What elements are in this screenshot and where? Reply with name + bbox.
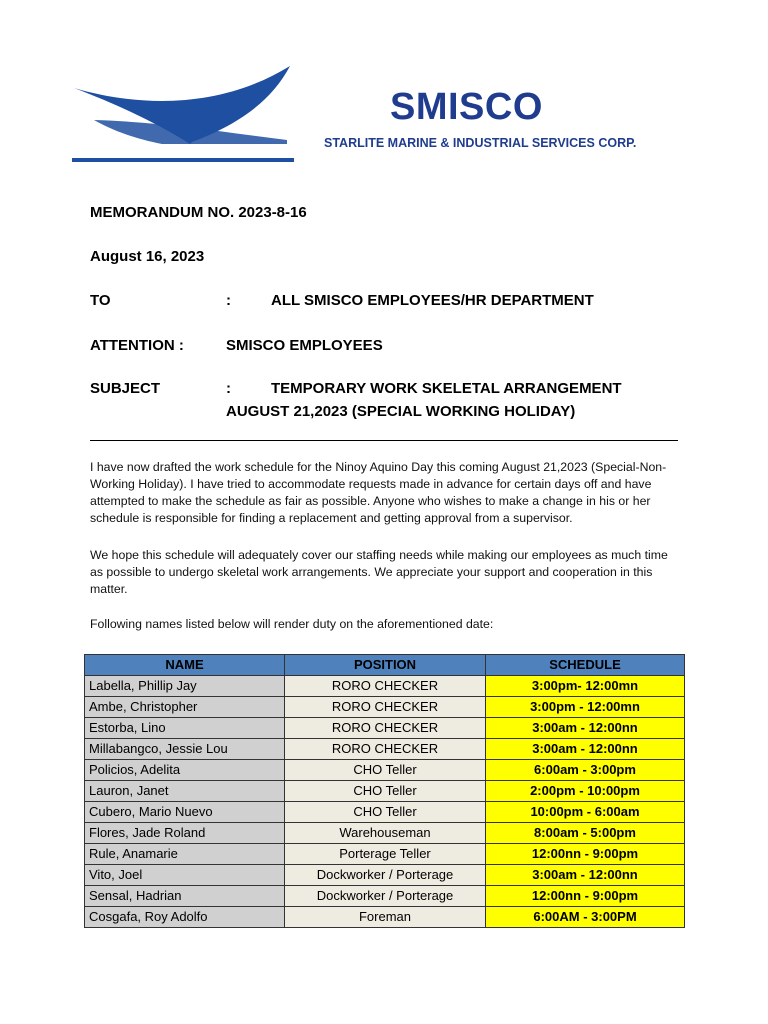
cell-position: RORO CHECKER [285,676,486,697]
table-row [85,760,685,781]
table-row [85,739,685,760]
table-row [85,697,685,718]
cell-name: Lauron, Janet [85,781,285,802]
cell-position: Foreman [285,907,486,928]
to-value: ALL SMISCO EMPLOYEES/HR DEPARTMENT [271,292,594,309]
divider [90,440,678,441]
header-position: POSITION [285,655,486,676]
table-row [85,676,685,697]
cell-position: Dockworker / Porterage [285,865,486,886]
company-short-name: SMISCO [390,86,543,128]
cell-name: Flores, Jade Roland [85,823,285,844]
table-row [85,823,685,844]
to-colon: : [226,292,231,309]
memo-date: August 16, 2023 [90,248,205,265]
cell-position: Porterage Teller [285,844,486,865]
attention-value: SMISCO EMPLOYEES [226,337,383,354]
table-row [85,802,685,823]
subject-colon: : [226,380,231,397]
cell-position: CHO Teller [285,760,486,781]
cell-name: Cubero, Mario Nuevo [85,802,285,823]
cell-schedule: 6:00AM - 3:00PM [486,907,685,928]
body-paragraph-1: I have now drafted the work schedule for the Ninoy Aquino Day this coming August 21,2023 (Special-Non-Working Holiday). I have tried to accommodate requests made in advance for certain days off and have attempted to make the schedule as fair as possible. Anyone who wishes to make a change in his or her schedule is responsible for finding a replacement and getting approval from a supervisor. [90,460,667,525]
cell-schedule: 3:00am - 12:00nn [486,739,685,760]
body-paragraph-2: We hope this schedule will adequately cover our staffing needs while making our employees as much time as possible to undergo skeletal work arrangements. We appreciate your support and cooperation in this matter. [90,548,668,596]
cell-name: Rule, Anamarie [85,844,285,865]
cell-schedule: 3:00am - 12:00nn [486,718,685,739]
table-row [85,907,685,928]
cell-name: Cosgafa, Roy Adolfo [85,907,285,928]
table-row [85,781,685,802]
cell-schedule: 8:00am - 5:00pm [486,823,685,844]
cell-name: Ambe, Christopher [85,697,285,718]
cell-name: Policios, Adelita [85,760,285,781]
cell-schedule: 3:00pm - 12:00mn [486,697,685,718]
company-logo-icon [72,60,297,162]
header-name: NAME [85,655,285,676]
subject-line-1: TEMPORARY WORK SKELETAL ARRANGEMENT [271,380,622,397]
cell-schedule: 12:00nn - 9:00pm [486,844,685,865]
cell-position: Warehouseman [285,823,486,844]
cell-name: Millabangco, Jessie Lou [85,739,285,760]
cell-name: Estorba, Lino [85,718,285,739]
cell-name: Vito, Joel [85,865,285,886]
cell-schedule: 10:00pm - 6:00am [486,802,685,823]
cell-schedule: 12:00nn - 9:00pm [486,886,685,907]
cell-position: CHO Teller [285,802,486,823]
cell-name: Labella, Phillip Jay [85,676,285,697]
letterhead [72,60,694,162]
header-schedule: SCHEDULE [486,655,685,676]
table-row [85,886,685,907]
table-row [85,844,685,865]
duty-schedule-table [84,654,685,928]
table-header-row [85,655,685,676]
cell-schedule: 6:00am - 3:00pm [486,760,685,781]
cell-schedule: 2:00pm - 10:00pm [486,781,685,802]
table-row [85,718,685,739]
memo-number: MEMORANDUM NO. 2023-8-16 [90,204,307,221]
cell-schedule: 3:00am - 12:00nn [486,865,685,886]
cell-position: RORO CHECKER [285,718,486,739]
cell-position: CHO Teller [285,781,486,802]
to-label: TO [90,292,111,309]
cell-position: RORO CHECKER [285,697,486,718]
cell-position: Dockworker / Porterage [285,886,486,907]
cell-schedule: 3:00pm- 12:00mn [486,676,685,697]
subject-label: SUBJECT [90,380,161,397]
subject-line-2: AUGUST 21,2023 (SPECIAL WORKING HOLIDAY) [226,403,576,420]
attention-label: ATTENTION : [90,337,184,354]
body-paragraph-3: Following names listed below will render duty on the aforementioned date: [90,617,494,631]
company-full-name: STARLITE MARINE & INDUSTRIAL SERVICES CORP. [324,136,637,150]
cell-name: Sensal, Hadrian [85,886,285,907]
table-row [85,865,685,886]
cell-position: RORO CHECKER [285,739,486,760]
